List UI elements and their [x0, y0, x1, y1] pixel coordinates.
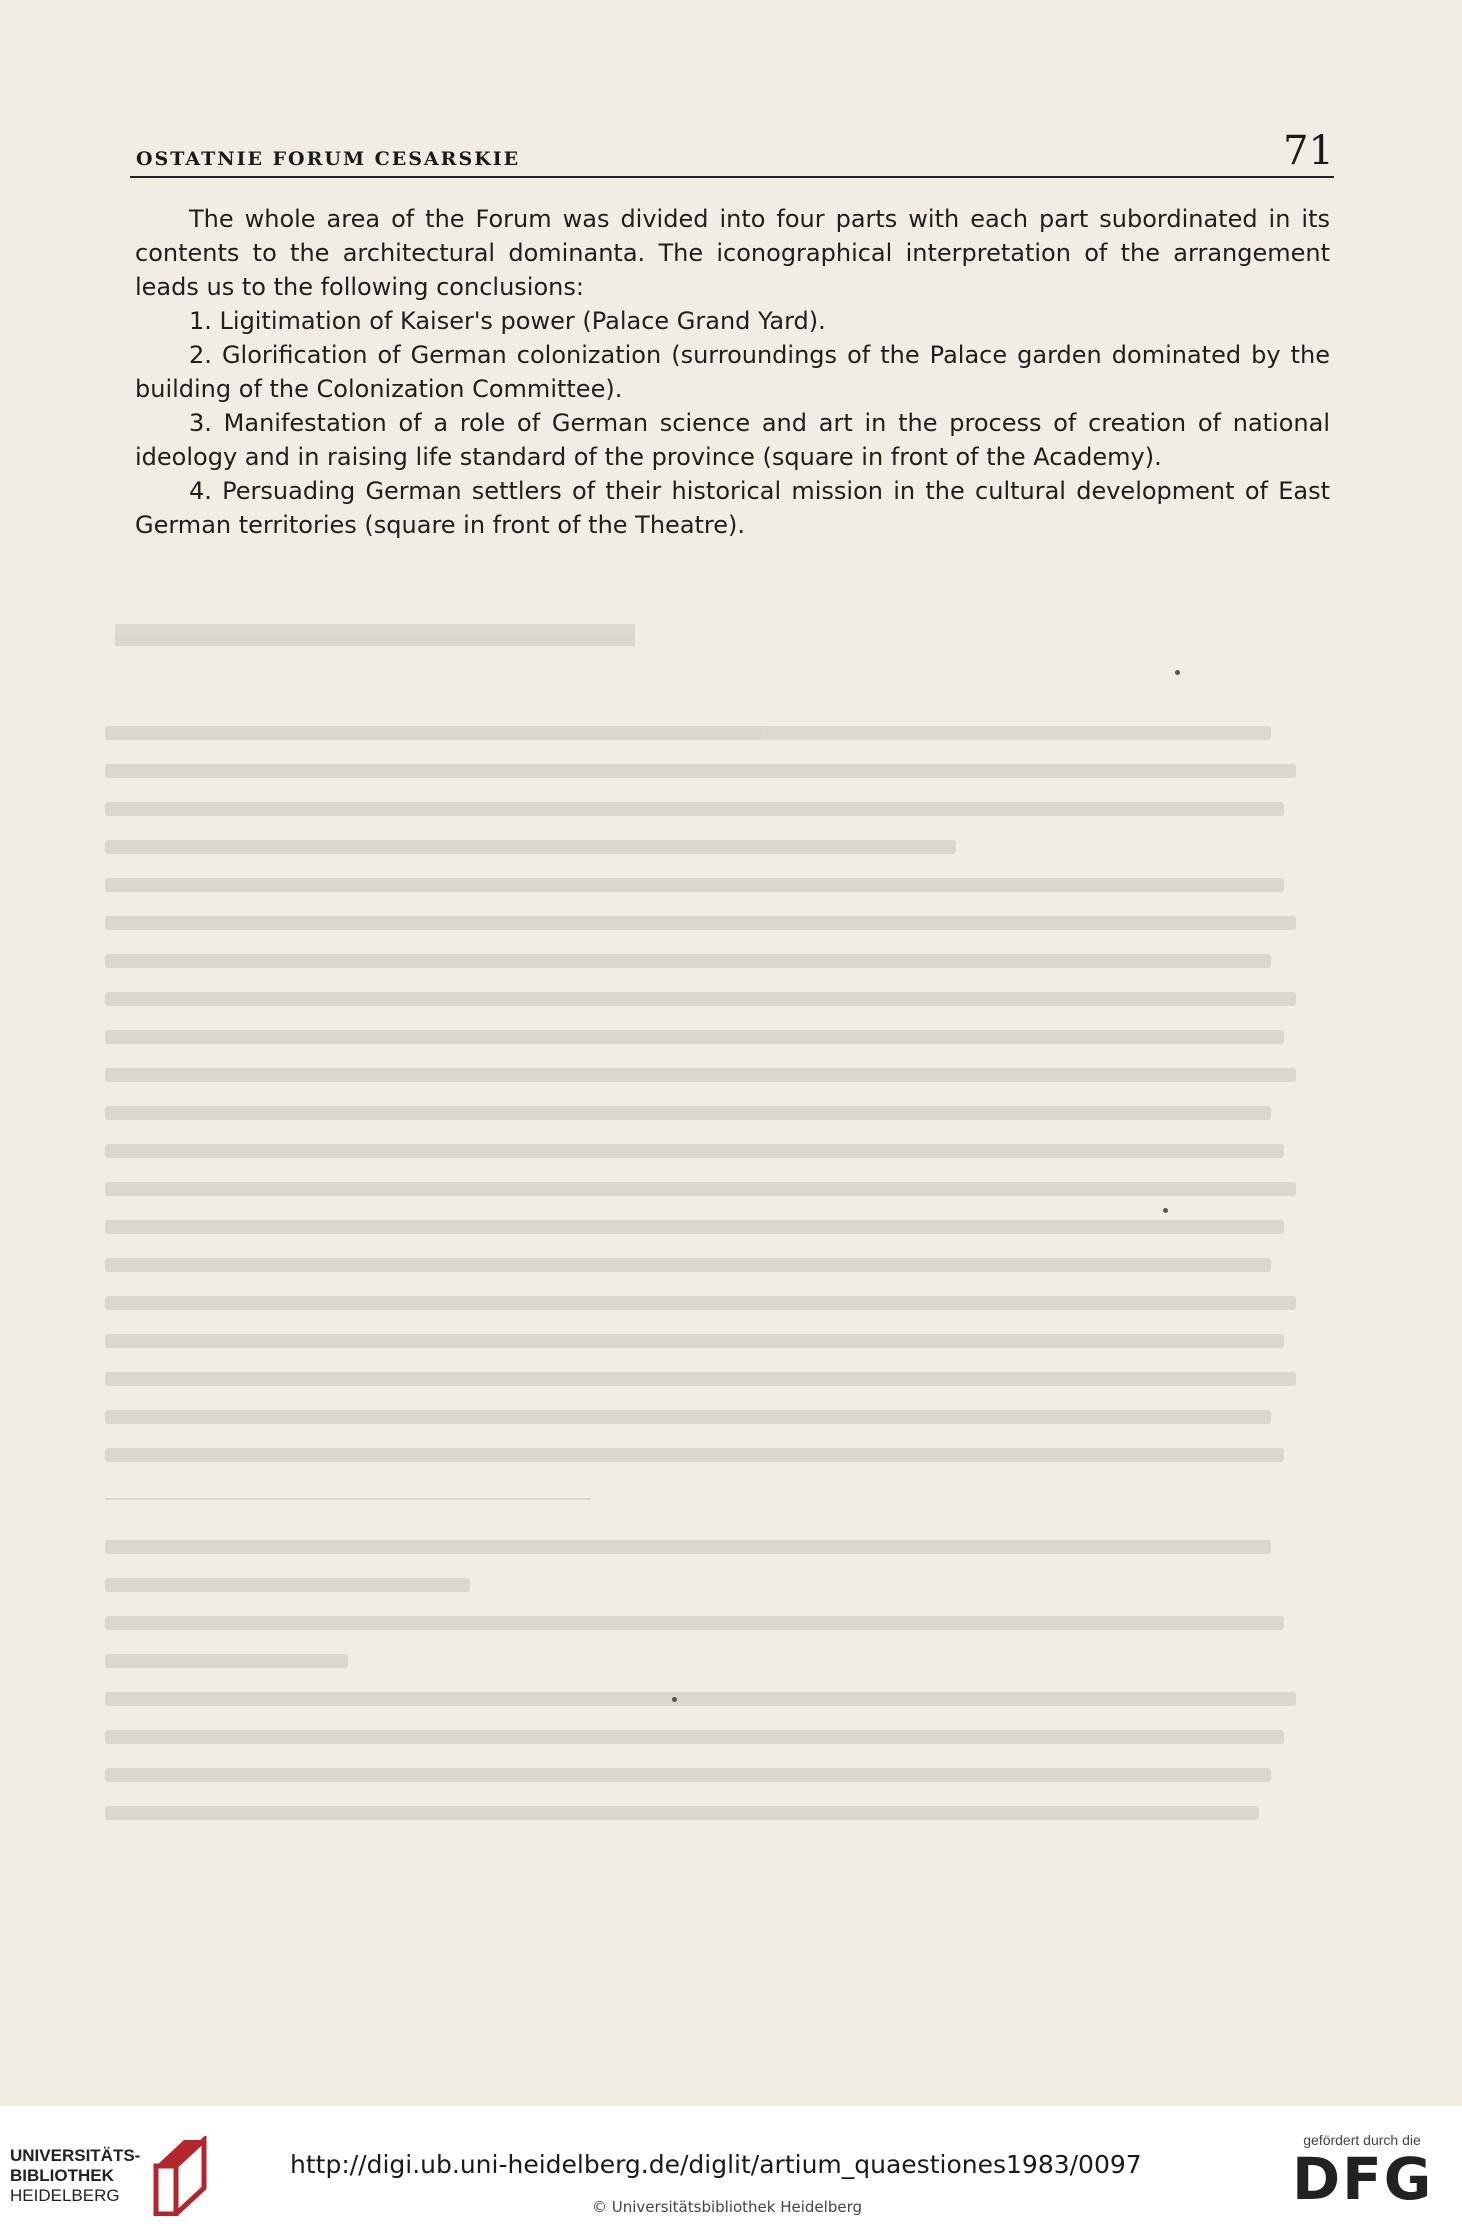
funder-block	[1292, 2132, 1434, 2213]
copyright-notice: © Universitätsbibliothek Heidelberg	[592, 2198, 863, 2216]
paragraph-conclusion-4: 4. Persuading German settlers of their historical mission in the cultural development of East German territories (square in front of the Theatre).	[135, 477, 1330, 539]
reverse-side-bleed-through	[105, 610, 1320, 2000]
page-speck	[1175, 670, 1180, 675]
page-speck	[1163, 1208, 1168, 1213]
article-body	[135, 202, 1330, 542]
paragraph-conclusion-3: 3. Manifestation of a role of German science and art in the process of creation of national ideology and in raising life standard of the province (square in front of the Academy).	[135, 409, 1330, 471]
library-logo-icon	[152, 2136, 208, 2216]
funding-label: gefördert durch die	[1303, 2132, 1421, 2148]
running-title: OSTATNIE FORUM CESARSKIE	[136, 148, 521, 170]
page-speck	[672, 1697, 677, 1702]
library-name	[10, 2146, 160, 2206]
library-name-line-2: BIBLIOTHEK	[10, 2166, 114, 2185]
digital-library-footer	[0, 2106, 1462, 2228]
library-name-line-3: HEIDELBERG	[10, 2186, 120, 2205]
paragraph-conclusion-2: 2. Glorification of German colonization (surroundings of the Palace garden dominated by the building of the Colonization Committee).	[135, 341, 1330, 403]
page-number: 71	[1283, 128, 1334, 174]
page-header	[130, 118, 1334, 178]
paragraph-conclusion-1: 1. Ligitimation of Kaiser's power (Palace Grand Yard).	[189, 307, 826, 335]
permalink-url[interactable]: http://digi.ub.uni-heidelberg.de/diglit/artium_quaestiones1983/0097	[290, 2150, 1142, 2179]
library-name-line-1: UNIVERSITÄTS-	[10, 2146, 141, 2165]
dfg-logo: DFG	[1292, 2145, 1434, 2213]
paragraph-intro: The whole area of the Forum was divided into four parts with each part subordinated in its contents to the architectural dominanta. The iconographical interpretation of the arrangement leads us to the following conclusions:	[135, 205, 1330, 301]
